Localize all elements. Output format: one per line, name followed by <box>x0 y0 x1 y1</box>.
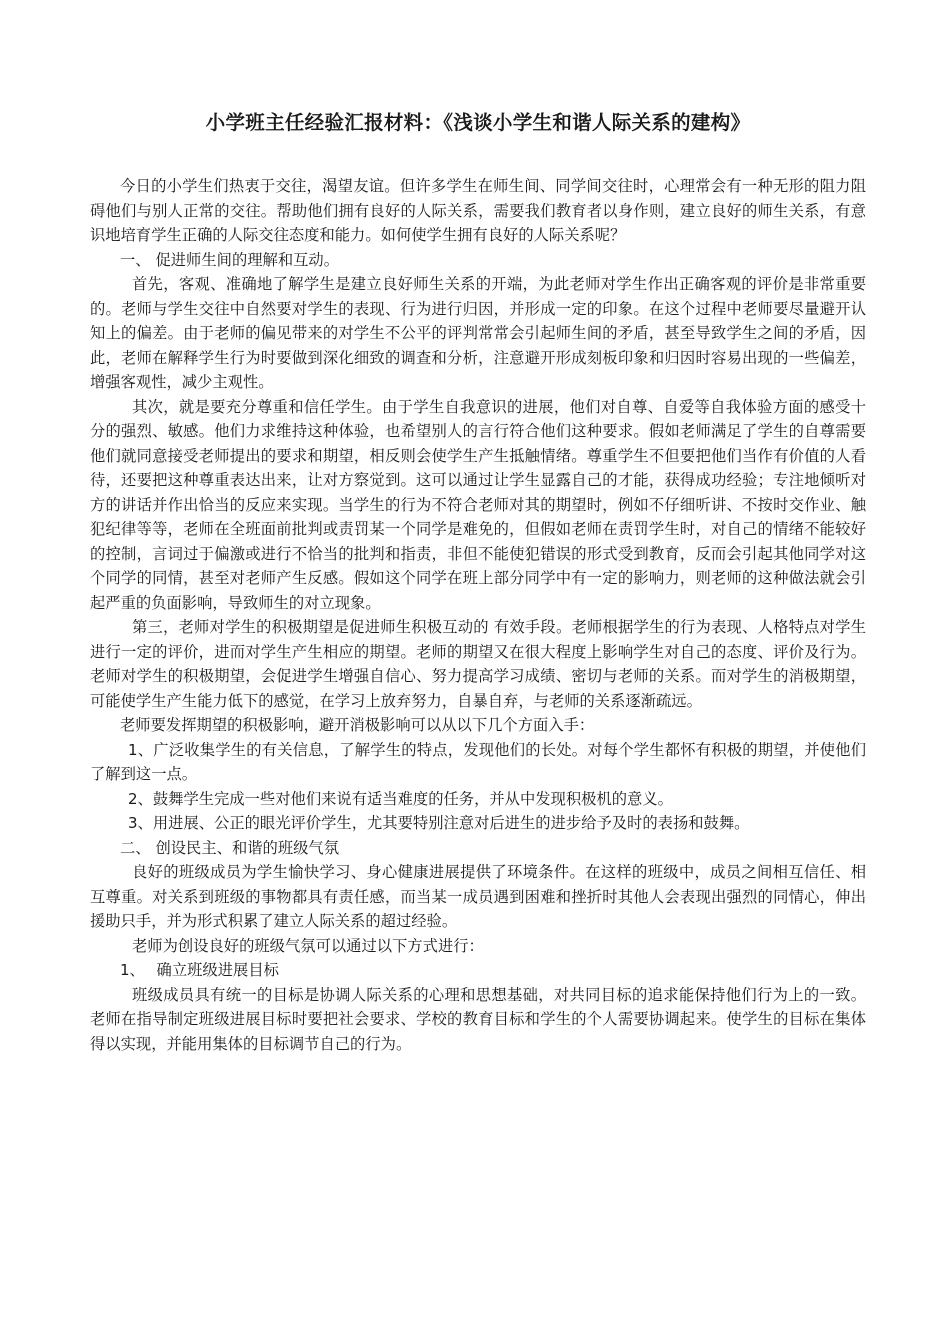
list-item <box>90 811 866 836</box>
list-item <box>90 738 866 787</box>
paragraph-third: 第三，老师对学生的积极期望是促进师生积极互动的 有效手段。老师根据学生的行为表现、人格特点对学生进行一定的评价，进而对学生产生相应的期望。老师的期望又在很大程度上影响学生对自己的态度、评价及行为。老师对学生的积极期望，会促进学生增强自信心、努力提高学习成绩、密切与老师的关系。而对学生的消极期望，可能使学生产生能力低下的感觉，在学习上放弃努力，自暴自弃，与老师的关系逐渐疏远。 <box>90 618 866 710</box>
list-number: 1 <box>128 740 138 759</box>
section-heading-1: 一、 促进师生间的理解和互动。 <box>120 250 340 269</box>
document-body <box>90 174 866 1056</box>
paragraph-second: 其次，就是要充分尊重和信任学生。由于学生自我意识的进展，他们对自尊、自爱等自我体验方面的感受十分的强烈、敏感。他们力求维持这种体验，也希望别人的言行符合他们这种要求。假如老师满足了学生的自尊需要他们就同意接受老师提出的要求和期望，相反则会使学生产生抵触情绪。尊重学生不但要把他们当作有价值的人看待，还要把这种尊重表达出来，让对方察觉到。这可以通过让学生显露自己的才能，获得成功经验；专注地倾听对方的讲话并作出恰当的反应来实现。当学生的行为不符合老师对其的期望时，例如不仔细听讲、不按时交作业、触犯纪律等等，老师在全班面前批判或责罚某一个同学是难免的，但假如老师在责罚学生时，对自己的情绪不能较好的控制，言词过于偏激或进行不恰当的批判和指责，非但不能使犯错误的形式受到教育，反而会引起其他同学对这个同学的同情，甚至对老师产生反感。假如这个同学在班上部分同学中有一定的影响力，则老师的这种做法就会引起严重的负面影响，导致师生的对立现象。 <box>90 397 866 612</box>
document-title: 小学班主任经验汇报材料：《浅谈小学生和谐人际关系的建构》 <box>205 111 751 134</box>
subheading-text: 确立班级进展目标 <box>156 961 279 979</box>
paragraph-first: 首先，客观、准确地了解学生是建立良好师生关系的开端，为此老师对学生作出正确客观的评价是非常重要的。老师与学生交往中自然要对学生的表现、行为进行归因，并形成一定的印象。在这个过程中老师要尽量避开认知上的偏差。由于老师的偏见带来的对学生不公平的评判常常会引起师生间的矛盾，甚至导致学生之间的矛盾，因此，老师在解释学生行为时要做到深化细致的调查和分析，注意避开形成刻板印象和归因时容易出现的一些偏差，增强客观性，减少主观性。 <box>90 275 866 391</box>
list-item-text: 、鼓舞学生完成一些对他们来说有适当难度的任务，并从中发现积极机的意义。 <box>137 789 673 808</box>
paragraph-class-goal: 班级成员具有统一的目标是协调人际关系的心理和思想基础，对共同目标的追求能保持他们行为上的一致。老师在指导制定班级进展目标时要把社会要求、学校的教育目标和学生的个人需要协调起来。使学生的目标在集体得以实现，并能用集体的目标调节自己的行为。 <box>90 985 866 1053</box>
paragraph-methods-lead: 老师为创设良好的班级气氛可以通过以下方式进行： <box>132 936 484 955</box>
list-item <box>90 787 866 812</box>
paragraph-class-climate: 良好的班级成员为学生愉快学习、身心健康进展提供了环境条件。在这样的班级中，成员之间相互信任、相互尊重。对关系到班级的事物都具有责任感，而当某一成员遇到困难和挫折时其他人会表现出强烈的同情心，伸出援助只手，并为形式积累了建立人际关系的超过经验。 <box>90 863 866 930</box>
list-number: 1、 <box>120 961 145 979</box>
list-item-text: 、用进展、公正的眼光评价学生，尤其要特别注意对后进生的进步给予及时的表扬和鼓舞。 <box>137 814 750 832</box>
document-page <box>90 108 866 1056</box>
list-number: 3 <box>128 814 138 832</box>
intro-paragraph: 今日的小学生们热衷于交往，渴望友谊。但许多学生在师生间、同学间交往时，心理常会有一种无形的阻力阻碍他们与别人正常的交往。帮助他们拥有良好的人际关系，需要我们教育者以身作则，建立良好的师生关系，有意识地培育学生正确的人际交往态度和能力。如何使学生拥有良好的人际关系呢？ <box>90 177 866 244</box>
subheading <box>90 958 866 983</box>
list-item-text: 、广泛收集学生的有关信息，了解学生的特点，发现他们的长处。对每个学生都怀有积极的期望，并使他们了解到这一点。 <box>90 740 866 783</box>
list-number: 2 <box>128 789 138 808</box>
paragraph-expectation-lead: 老师要发挥期望的积极影响，避开消极影响可以从以下几个方面入手： <box>120 716 595 734</box>
section-heading-2: 二、 创设民主、和谐的班级气氛 <box>120 838 340 857</box>
